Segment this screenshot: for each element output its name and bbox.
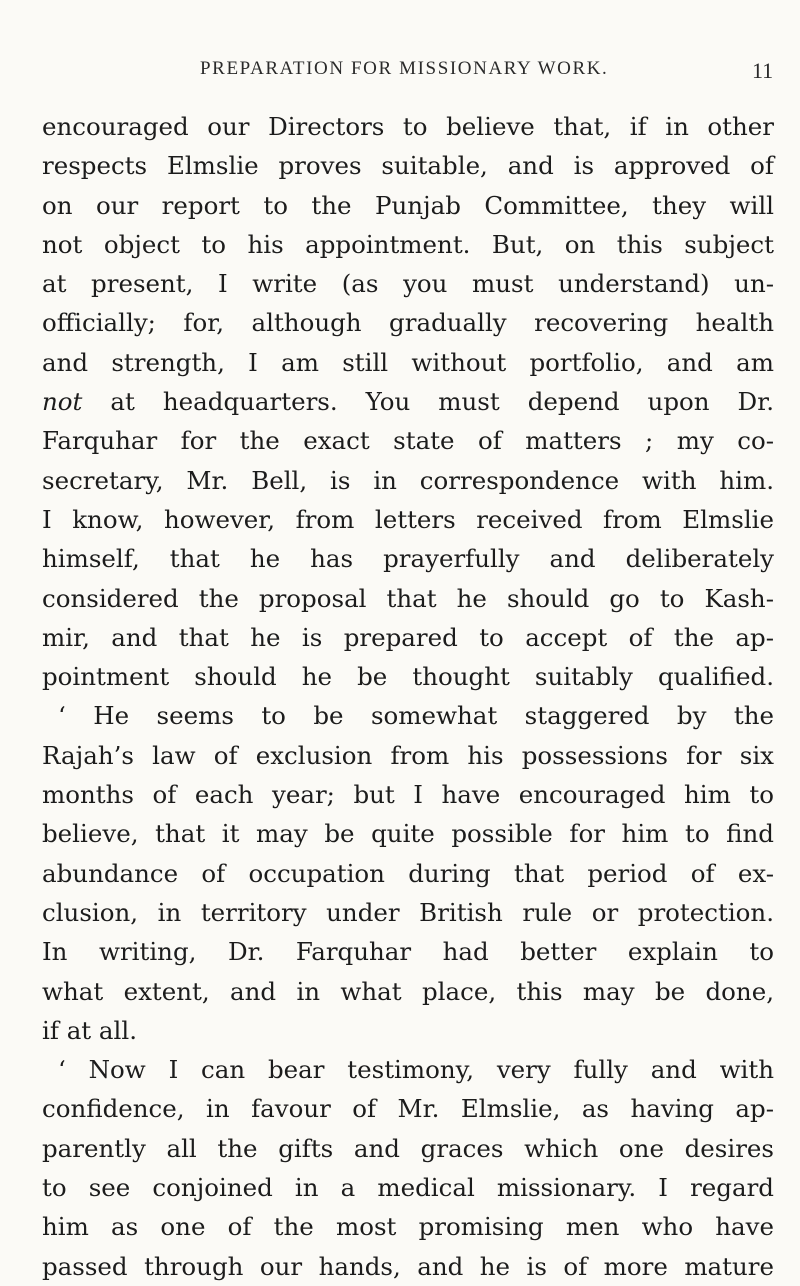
text-line: confidence, in favour of Mr. Elmslie, as having ap-	[42, 1094, 774, 1124]
text-line: believe, that it may be quite possible for him to find	[42, 819, 774, 849]
text-line: encouraged our Directors to believe that, if in other	[42, 112, 774, 141]
text-line: clusion, in territory under British rule or protection.	[42, 897, 774, 927]
text-line: respects Elmslie proves suitable, and is approved of	[42, 151, 774, 181]
text-line: ‘ He seems to be somewhat staggered by the	[58, 701, 774, 731]
text-line: himself, that he has prayerfully and deliberately	[42, 544, 774, 574]
running-head	[0, 58, 800, 88]
text-line: Farquhar for the exact state of matters ; my co-	[42, 426, 774, 456]
text-line: I know, however, from letters received from Elmslie	[42, 504, 774, 534]
text-line: In writing, Dr. Farquhar had better explain to	[42, 937, 774, 967]
text-line: not object to his appointment. But, on this subject	[42, 229, 774, 259]
text-line: Rajah’s law of exclusion from his possessions for six	[42, 740, 774, 770]
body-text	[42, 107, 774, 1286]
text-line: considered the proposal that he should go to Kash-	[42, 583, 774, 613]
text-line: him as one of the most promising men who have	[42, 1212, 774, 1242]
text-line: secretary, Mr. Bell, is in correspondence with him.	[42, 465, 774, 495]
text-line: pointment should he be thought suitably qualified.	[42, 662, 774, 692]
text-line: mir, and that he is prepared to accept of the ap-	[42, 622, 774, 652]
text-line: officially; for, although gradually recovering health	[42, 308, 774, 338]
page-number: 11	[752, 58, 774, 83]
running-title: PREPARATION FOR MISSIONARY WORK.	[200, 58, 609, 79]
text-line: on our report to the Punjab Committee, they will	[42, 190, 774, 220]
text-line: at present, I write (as you must understand) un-	[42, 269, 774, 299]
text-line	[42, 382, 774, 421]
text-line: to see conjoined in a medical missionary. I regard	[42, 1173, 774, 1203]
text-line: abundance of occupation during that period of ex-	[42, 858, 774, 888]
text-line: what extent, and in what place, this may be done,	[42, 976, 774, 1006]
text-line-rest: at headquarters. You must depend upon Dr.	[110, 387, 775, 417]
text-line: ‘ Now I can bear testimony, very fully and with	[58, 1055, 774, 1085]
text-line: if at all.	[42, 1015, 137, 1045]
text-line: parently all the gifts and graces which one desires	[42, 1133, 774, 1163]
text-line: months of each year; but I have encouraged him to	[42, 780, 774, 810]
italic-word: not	[42, 387, 83, 417]
text-line: passed through our hands, and he is of more mature	[42, 1251, 774, 1281]
text-line: and strength, I am still without portfolio, and am	[42, 347, 774, 377]
